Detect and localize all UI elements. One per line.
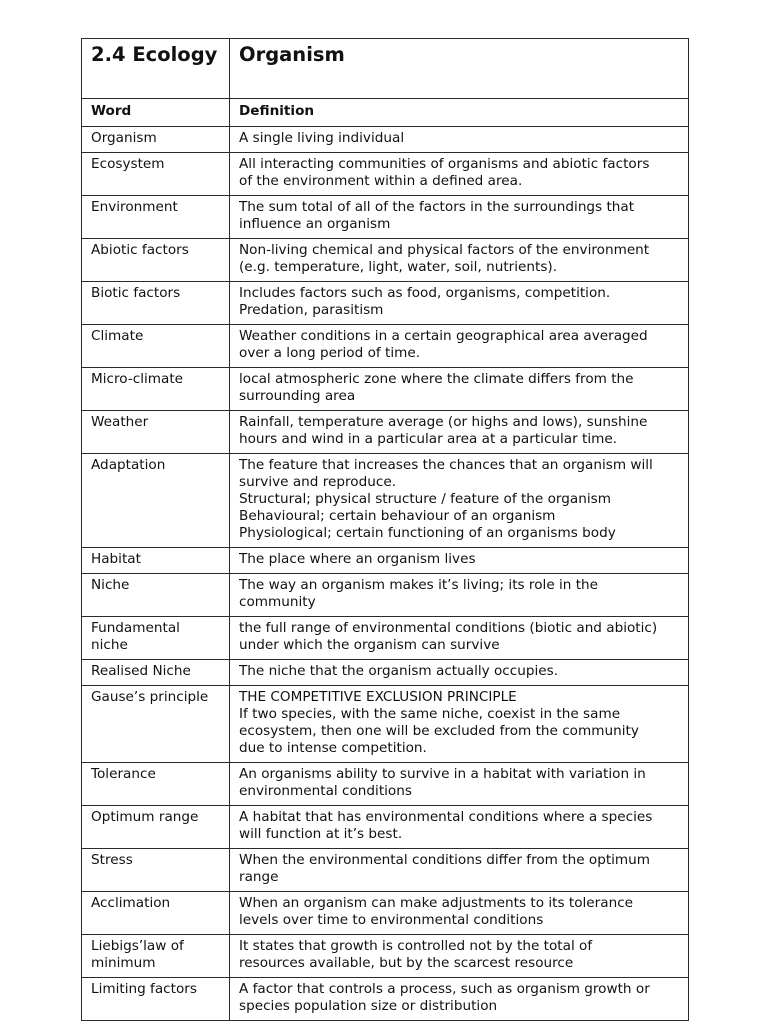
term-cell bbox=[82, 127, 230, 153]
table-row bbox=[82, 574, 689, 617]
table-row bbox=[82, 153, 689, 196]
definition-line: (e.g. temperature, light, water, soil, nutrients). bbox=[239, 259, 558, 275]
definition-line: environmental conditions bbox=[239, 783, 412, 799]
definition-cell bbox=[230, 686, 689, 763]
term-word: Adaptation bbox=[91, 457, 166, 473]
definition-cell bbox=[230, 978, 689, 1021]
definition-cell bbox=[230, 660, 689, 686]
table-row bbox=[82, 127, 689, 153]
definition-line: local atmospheric zone where the climate differs from the bbox=[239, 371, 634, 387]
glossary-table bbox=[81, 38, 689, 1021]
definition-line: survive and reproduce. bbox=[239, 474, 397, 490]
table-row bbox=[82, 849, 689, 892]
definition-cell bbox=[230, 196, 689, 239]
definition-line: Rainfall, temperature average (or highs and lows), sunshine bbox=[239, 414, 648, 430]
term-word: Climate bbox=[91, 328, 144, 344]
term-cell bbox=[82, 892, 230, 935]
definition-line: Physiological; certain functioning of an organisms body bbox=[239, 525, 616, 541]
term-cell bbox=[82, 548, 230, 574]
definition-line: species population size or distribution bbox=[239, 998, 498, 1014]
term-word: Limiting factors bbox=[91, 981, 197, 997]
definition-cell bbox=[230, 763, 689, 806]
definition-line: levels over time to environmental conditions bbox=[239, 912, 544, 928]
definition-cell bbox=[230, 282, 689, 325]
definition-line: will function at it’s best. bbox=[239, 826, 403, 842]
term-word: Acclimation bbox=[91, 895, 171, 911]
definition-cell bbox=[230, 127, 689, 153]
definition-line: of the environment within a defined area. bbox=[239, 173, 523, 189]
table-row bbox=[82, 454, 689, 548]
table-row bbox=[82, 282, 689, 325]
definition-line: Behavioural; certain behaviour of an organism bbox=[239, 508, 556, 524]
table-row bbox=[82, 239, 689, 282]
table-row bbox=[82, 892, 689, 935]
term-word: Ecosystem bbox=[91, 156, 165, 172]
definition-line: surrounding area bbox=[239, 388, 356, 404]
term-cell bbox=[82, 411, 230, 454]
title-row bbox=[82, 39, 689, 99]
definition-line: The niche that the organism actually occupies. bbox=[239, 663, 559, 679]
definition-line: A habitat that has environmental conditions where a species bbox=[239, 809, 653, 825]
definition-line: under which the organism can survive bbox=[239, 637, 500, 653]
term-cell bbox=[82, 196, 230, 239]
column-header-definition: Definition bbox=[230, 99, 689, 127]
definition-line: Weather conditions in a certain geographical area averaged bbox=[239, 328, 648, 344]
definition-cell bbox=[230, 239, 689, 282]
section-title: 2.4 Ecology bbox=[82, 39, 230, 99]
column-header-row bbox=[82, 99, 689, 127]
topic-title: Organism bbox=[230, 39, 689, 99]
term-word: Optimum range bbox=[91, 809, 199, 825]
definition-line: ecosystem, then one will be excluded from the community bbox=[239, 723, 639, 739]
definition-cell bbox=[230, 368, 689, 411]
table-row bbox=[82, 617, 689, 660]
term-cell bbox=[82, 617, 230, 660]
term-cell bbox=[82, 806, 230, 849]
definition-line: Structural; physical structure / feature of the organism bbox=[239, 491, 611, 507]
term-word: Tolerance bbox=[91, 766, 156, 782]
term-word: Biotic factors bbox=[91, 285, 181, 301]
table-row bbox=[82, 686, 689, 763]
definition-line: The place where an organism lives bbox=[239, 551, 476, 567]
table-row bbox=[82, 763, 689, 806]
term-word: Fundamental niche bbox=[91, 620, 180, 653]
definition-line: A factor that controls a process, such as organism growth or bbox=[239, 981, 650, 997]
term-word: Micro-climate bbox=[91, 371, 184, 387]
definition-cell bbox=[230, 454, 689, 548]
term-cell bbox=[82, 325, 230, 368]
definition-cell bbox=[230, 325, 689, 368]
definition-line: It states that growth is controlled not by the total of bbox=[239, 938, 593, 954]
term-cell bbox=[82, 686, 230, 763]
definition-line: The feature that increases the chances that an organism will bbox=[239, 457, 653, 473]
term-cell bbox=[82, 574, 230, 617]
definition-line: When an organism can make adjustments to its tolerance bbox=[239, 895, 634, 911]
definition-cell bbox=[230, 153, 689, 196]
term-word: Realised Niche bbox=[91, 663, 191, 679]
definition-cell bbox=[230, 849, 689, 892]
definition-line: When the environmental conditions differ from the optimum bbox=[239, 852, 651, 868]
term-cell bbox=[82, 239, 230, 282]
table-row bbox=[82, 806, 689, 849]
table-row bbox=[82, 196, 689, 239]
definition-line: resources available, but by the scarcest resource bbox=[239, 955, 574, 971]
definition-line: Non-living chemical and physical factors of the environment bbox=[239, 242, 650, 258]
definition-line: Includes factors such as food, organisms, competition. bbox=[239, 285, 611, 301]
definition-cell bbox=[230, 411, 689, 454]
term-word: Liebigs’law of minimum bbox=[91, 938, 184, 971]
term-word: Weather bbox=[91, 414, 149, 430]
definition-line: range bbox=[239, 869, 279, 885]
table-row bbox=[82, 548, 689, 574]
definition-cell bbox=[230, 806, 689, 849]
term-word: Gause’s principle bbox=[91, 689, 209, 705]
table-row bbox=[82, 325, 689, 368]
term-cell bbox=[82, 153, 230, 196]
definition-line: the full range of environmental conditions (biotic and abiotic) bbox=[239, 620, 658, 636]
definition-line: community bbox=[239, 594, 316, 610]
definition-cell bbox=[230, 935, 689, 978]
definition-cell bbox=[230, 574, 689, 617]
definition-cell bbox=[230, 617, 689, 660]
document-page bbox=[81, 38, 688, 1021]
term-cell bbox=[82, 282, 230, 325]
definition-line: The way an organism makes it’s living; its role in the bbox=[239, 577, 599, 593]
term-cell bbox=[82, 454, 230, 548]
table-row bbox=[82, 368, 689, 411]
definition-cell bbox=[230, 548, 689, 574]
definition-line: A single living individual bbox=[239, 130, 405, 146]
definition-line: influence an organism bbox=[239, 216, 391, 232]
term-cell bbox=[82, 763, 230, 806]
definition-line: An organisms ability to survive in a habitat with variation in bbox=[239, 766, 646, 782]
term-word: Organism bbox=[91, 130, 157, 146]
term-cell bbox=[82, 660, 230, 686]
table-row bbox=[82, 978, 689, 1021]
term-word: Stress bbox=[91, 852, 133, 868]
term-word: Abiotic factors bbox=[91, 242, 189, 258]
term-cell bbox=[82, 849, 230, 892]
table-row bbox=[82, 660, 689, 686]
term-cell bbox=[82, 368, 230, 411]
column-header-word: Word bbox=[82, 99, 230, 127]
term-word: Environment bbox=[91, 199, 178, 215]
table-row bbox=[82, 411, 689, 454]
definition-line: The sum total of all of the factors in the surroundings that bbox=[239, 199, 635, 215]
term-cell bbox=[82, 978, 230, 1021]
definition-line: All interacting communities of organisms and abiotic factors bbox=[239, 156, 650, 172]
term-cell bbox=[82, 935, 230, 978]
term-word: Habitat bbox=[91, 551, 141, 567]
definition-line: If two species, with the same niche, coexist in the same bbox=[239, 706, 621, 722]
table-row bbox=[82, 935, 689, 978]
definition-line: over a long period of time. bbox=[239, 345, 421, 361]
definition-cell bbox=[230, 892, 689, 935]
definition-line: Predation, parasitism bbox=[239, 302, 384, 318]
definition-line: hours and wind in a particular area at a particular time. bbox=[239, 431, 618, 447]
definition-line: THE COMPETITIVE EXCLUSION PRINCIPLE bbox=[239, 689, 517, 705]
definition-line: due to intense competition. bbox=[239, 740, 427, 756]
term-word: Niche bbox=[91, 577, 130, 593]
